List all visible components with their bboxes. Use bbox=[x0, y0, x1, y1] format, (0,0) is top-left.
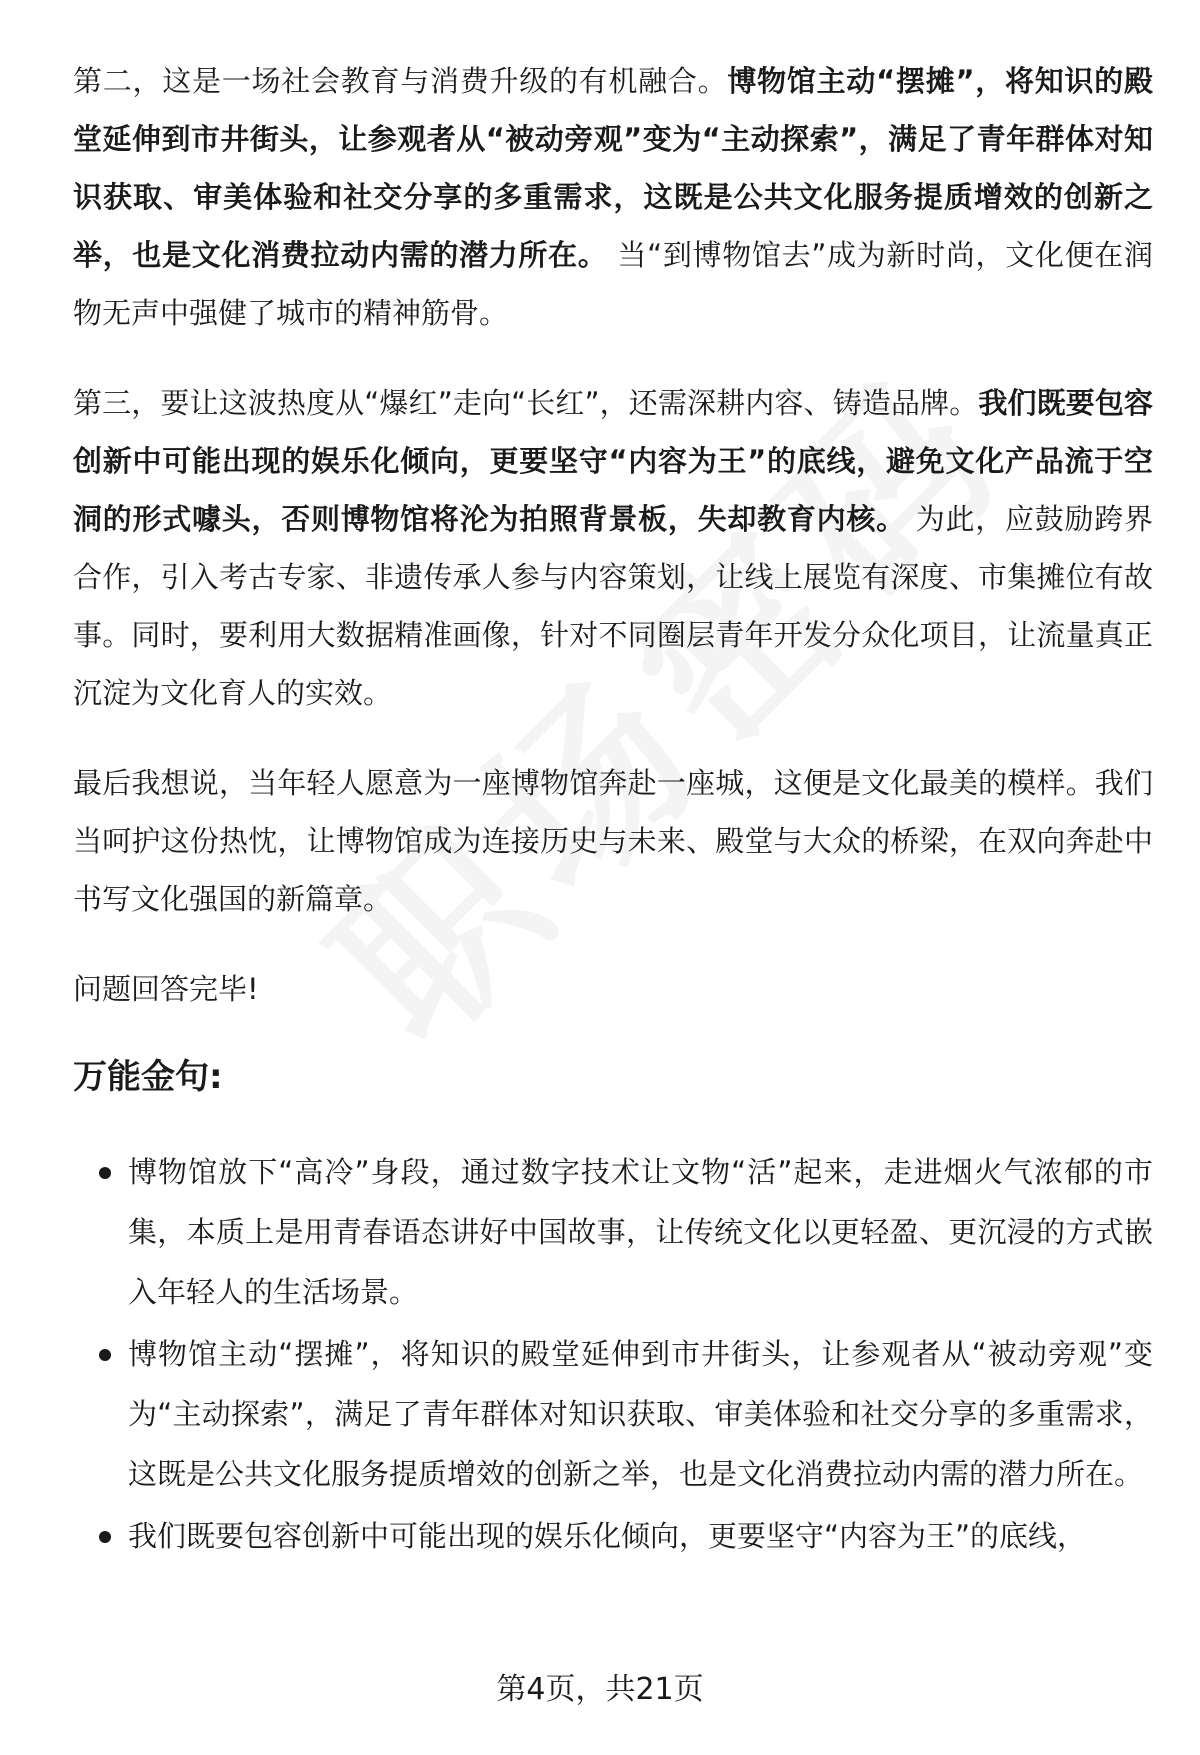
document-body bbox=[73, 52, 1153, 1568]
paragraph-lead: 第二，这是一场社会教育与消费升级的有机融合。 bbox=[73, 64, 728, 98]
list-item-text: 博物馆放下“高冷”身段，通过数字技术让文物“活”起来，走进烟火气浓郁的市集，本质上是用青春语态讲好中国故事，让传统文化以更轻盈、更沉浸的方式嵌入年轻人的生活场景。 bbox=[128, 1155, 1153, 1309]
paragraph-lead: 第三，要让这波热度从“爆红”走向“长红”，还需深耕内容、铸造品牌。 bbox=[73, 386, 979, 420]
paragraph-tail: 当“到博物馆去”成为新时尚，文化便在润物无声中强健了城市的精神筋骨。 bbox=[73, 238, 1153, 330]
list-item bbox=[73, 1506, 1153, 1566]
page-number: 第4页，共21页 bbox=[496, 1672, 704, 1707]
paragraph-bold: 博物馆主动“摆摊”，将知识的殿堂延伸到市井街头，让参观者从“被动旁观”变为“主动探索”，满足了青年群体对知识获取、审美体验和社交分享的多重需求，这既是公共文化服务提质增效的创新之举，也是文化消费拉动内需的潜力所在。 bbox=[73, 64, 1153, 272]
paragraph-second bbox=[73, 52, 1153, 342]
bullet-dot-icon bbox=[99, 1531, 111, 1543]
list-item bbox=[73, 1142, 1153, 1322]
bullet-dot-icon bbox=[99, 1167, 111, 1179]
paragraph-lead: 最后我想说，当年轻人愿意为一座博物馆奔赴一座城，这便是文化最美的模样。我们当呵护这份热忱，让博物馆成为连接历史与未来、殿堂与大众的桥梁，在双向奔赴中书写文化强国的新篇章。 bbox=[73, 766, 1153, 916]
paragraph-third bbox=[73, 374, 1153, 722]
paragraph-bold: 我们既要包容创新中可能出现的娱乐化倾向，更要坚守“内容为王”的底线，避免文化产品流于空洞的形式噱头，否则博物馆将沦为拍照背景板，失却教育内核。 bbox=[73, 386, 1153, 536]
bullet-dot-icon bbox=[99, 1349, 111, 1361]
list-item-text: 博物馆主动“摆摊”，将知识的殿堂延伸到市井街头，让参观者从“被动旁观”变为“主动探索”，满足了青年群体对知识获取、审美体验和社交分享的多重需求，这既是公共文化服务提质增效的创新之举，也是文化消费拉动内需的潜力所在。 bbox=[128, 1337, 1153, 1491]
paragraph-final bbox=[73, 754, 1153, 928]
list-item-text: 我们既要包容创新中可能出现的娱乐化倾向，更要坚守“内容为王”的底线， bbox=[128, 1519, 1087, 1553]
quote-list bbox=[73, 1142, 1153, 1566]
paragraph-tail: 为此，应鼓励跨界合作，引入考古专家、非遗传承人参与内容策划，让线上展览有深度、市集摊位有故事。同时，要利用大数据精准画像，针对不同圈层青年开发分众化项目，让流量真正沉淀为文化育人的实效。 bbox=[73, 502, 1153, 710]
closing-line: 问题回答完毕! bbox=[73, 972, 259, 1006]
section-heading: 万能金句: bbox=[73, 1057, 223, 1097]
list-item bbox=[73, 1324, 1153, 1504]
